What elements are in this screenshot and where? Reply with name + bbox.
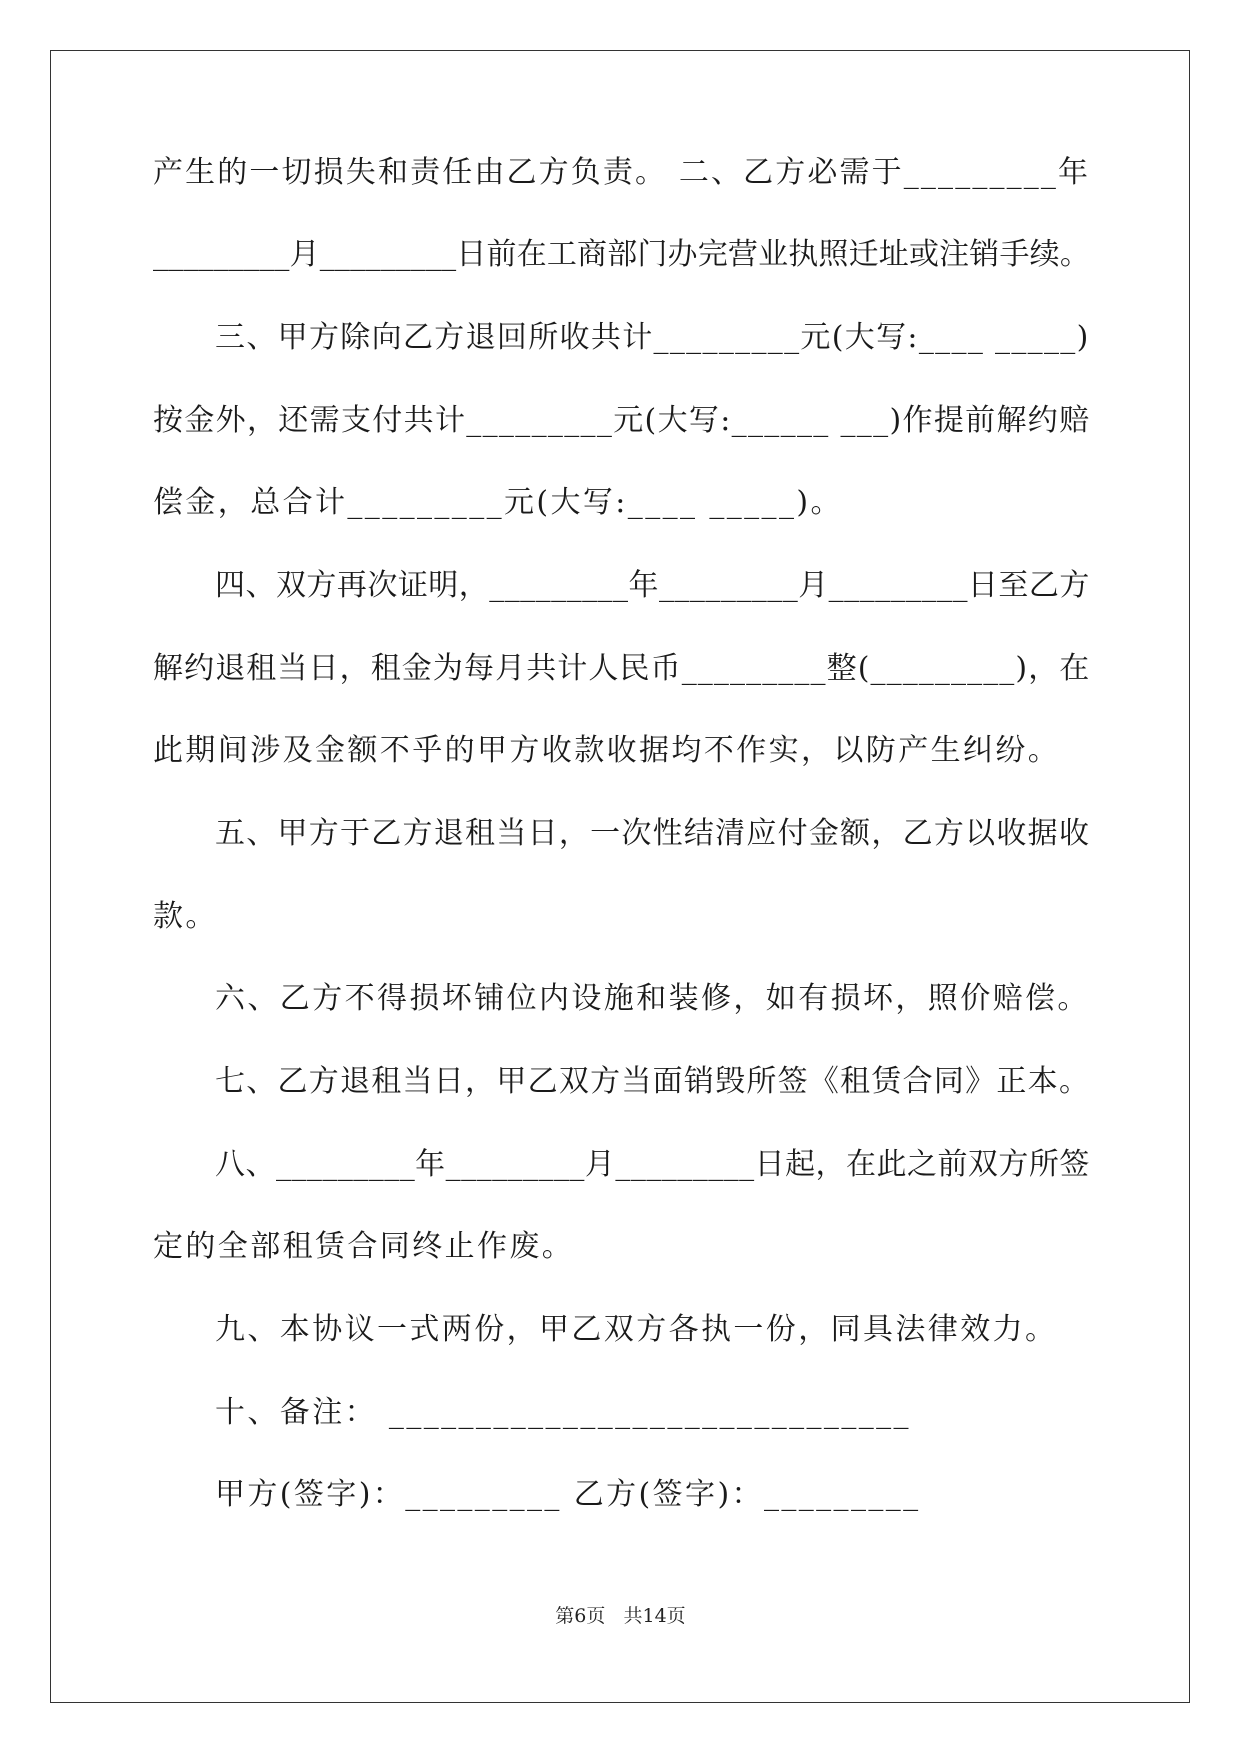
text-line: 五、甲方于乙方退租当日，一次性结清应付金额，乙方以收据收 bbox=[215, 816, 1091, 851]
text-line: 六、乙方不得损坏铺位内设施和装修，如有损坏，照价赔偿。 bbox=[215, 981, 1090, 1016]
text-line: 四、双方再次证明，_________年_________月_________日至乙方 bbox=[215, 568, 1090, 603]
text-line: 三、甲方除向乙方退回所收共计_________元(大写:____ _____) bbox=[215, 320, 1090, 355]
text-line: _________月_________日前在工商部门办完营业执照迁址或注销手续。 bbox=[153, 237, 1090, 272]
text-line: 产生的一切损失和责任由乙方负责。 二、乙方必需于_________年 bbox=[153, 155, 1091, 190]
text-line: 按金外，还需支付共计_________元(大写:______ ___)作提前解约赔 bbox=[153, 403, 1091, 438]
text-line: 七、乙方退租当日，甲乙双方当面销毁所签《租赁合同》正本。 bbox=[215, 1064, 1091, 1099]
text-line: 定的全部租赁合同终止作废。 bbox=[153, 1229, 575, 1264]
remarks-line: 十、备注： ______________________________ bbox=[215, 1395, 911, 1430]
text-line: 款。 bbox=[153, 899, 218, 934]
text-line: 偿金，总合计_________元(大写:____ _____)。 bbox=[153, 485, 843, 520]
signature-line: 甲方(签字)：_________ 乙方(签字)：_________ bbox=[215, 1477, 921, 1512]
text-line: 九、本协议一式两份，甲乙双方各执一份，同具法律效力。 bbox=[215, 1312, 1058, 1347]
page-border bbox=[50, 50, 1190, 1703]
text-line: 此期间涉及金额不乎的甲方收款收据均不作实，以防产生纠纷。 bbox=[153, 733, 1061, 768]
text-line: 解约退租当日，租金为每月共计人民币_________整(_________)，在 bbox=[153, 651, 1091, 686]
page-number-footer: 第6页 共14页 bbox=[555, 1605, 686, 1627]
text-line: 八、_________年_________月_________日起，在此之前双方所签 bbox=[215, 1147, 1090, 1182]
